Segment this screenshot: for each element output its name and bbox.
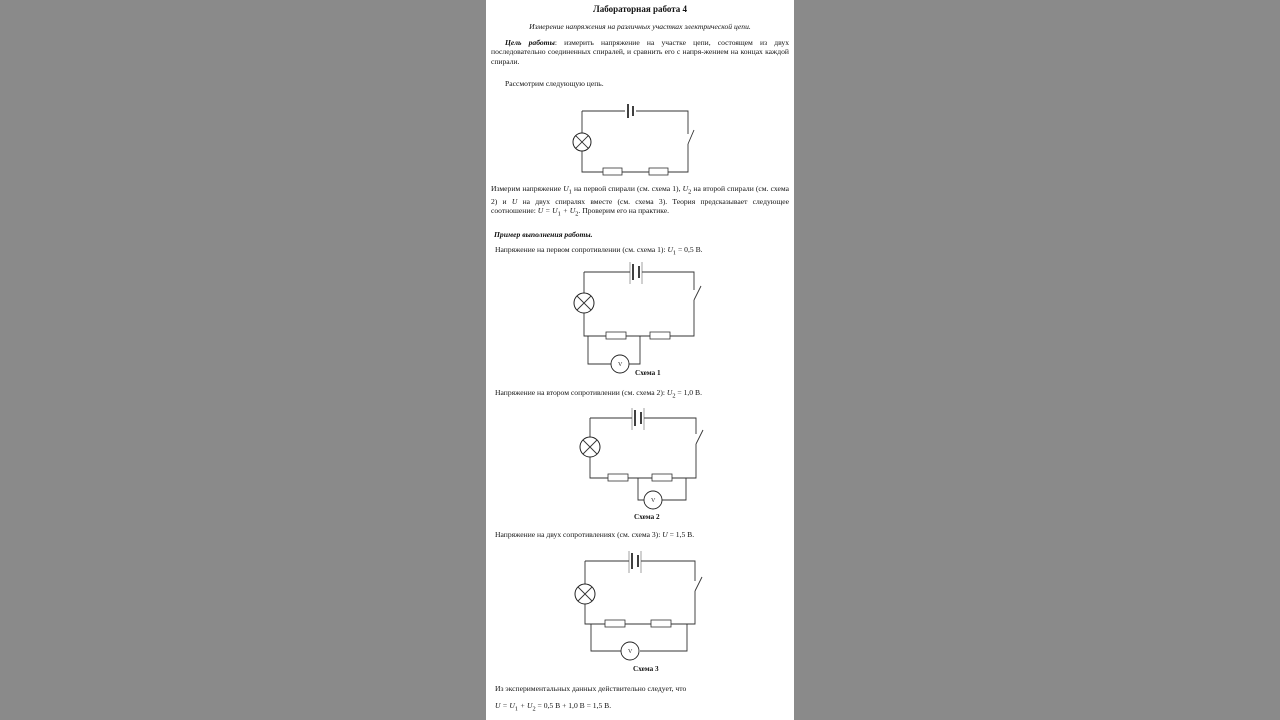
circuit-wire (590, 418, 696, 478)
scheme-2-diagram (576, 404, 712, 520)
voltmeter-label: V (651, 498, 656, 504)
circuit-wire (585, 561, 695, 624)
voltmeter-wire (591, 624, 687, 651)
resistor-2 (652, 474, 672, 481)
page-title: Лабораторная работа 4 (592, 4, 688, 14)
circuit-wire (584, 272, 694, 336)
circuit-wire (582, 111, 688, 172)
goal-label: Цель работы (505, 38, 555, 47)
scheme-1-caption: Схема 1 (635, 369, 661, 377)
resistor-1 (605, 620, 625, 627)
goal-paragraph (491, 38, 789, 66)
resistor-1 (603, 168, 622, 175)
switch-symbol (696, 430, 703, 444)
voltmeter-label: V (628, 649, 633, 655)
switch-symbol (688, 130, 694, 144)
conclusion-text: Из экспериментальных данных действительно следует, что (495, 684, 687, 693)
scheme-3-diagram (571, 547, 711, 671)
resistor-2 (650, 332, 670, 339)
voltmeter-label: V (618, 362, 623, 368)
measurement-line-1: Напряжение на первом сопротивлении (см. схема 1): $U_1 = 0,5$ В. (495, 245, 703, 257)
example-label: Пример выполнения работы. (494, 230, 593, 239)
measurement-line-2: Напряжение на втором сопротивлении (см. схема 2): $U_2 = 1,0$ В. (495, 388, 702, 400)
resistor-1 (606, 332, 626, 339)
scheme-2-caption: Схема 2 (634, 513, 660, 521)
consider-text: Рассмотрим следующую цепь. (505, 79, 604, 88)
final-formula: $U = U_1 + U_2 = 0,5$ В + 1,0 В = 1,5 В. (495, 701, 612, 713)
measure-paragraph: Измерим напряжение $U_1$ на первой спирали (см. схема 1), $U_2$ на второй спирали (см. схема 2) и U на двух спиралях вместе (см. схема 3). Теория предсказывает следующее соотношение: $U = U_1 + U_2$. Проверим его на практике. (491, 184, 790, 218)
scheme-1-diagram (570, 258, 710, 378)
intro-circuit-diagram (570, 96, 706, 180)
page-subtitle: Измерение напряжения на различных участках электрической цепи. (529, 22, 751, 31)
resistor-2 (651, 620, 671, 627)
switch-symbol (695, 577, 702, 591)
scheme-3-caption: Схема 3 (633, 665, 659, 673)
document-page (486, 0, 794, 720)
measurement-line-3: Напряжение на двух сопротивлениях (см. схема 3): U = 1,5 В. (495, 530, 695, 539)
resistor-2 (649, 168, 668, 175)
switch-symbol (694, 286, 701, 300)
goal-text: : измерить напряжение на участке цепи, состоящем из двух последовательно соединенных спиралей, и сравнить его с напря-жением на концах каждой спирали. (491, 38, 789, 66)
resistor-1 (608, 474, 628, 481)
